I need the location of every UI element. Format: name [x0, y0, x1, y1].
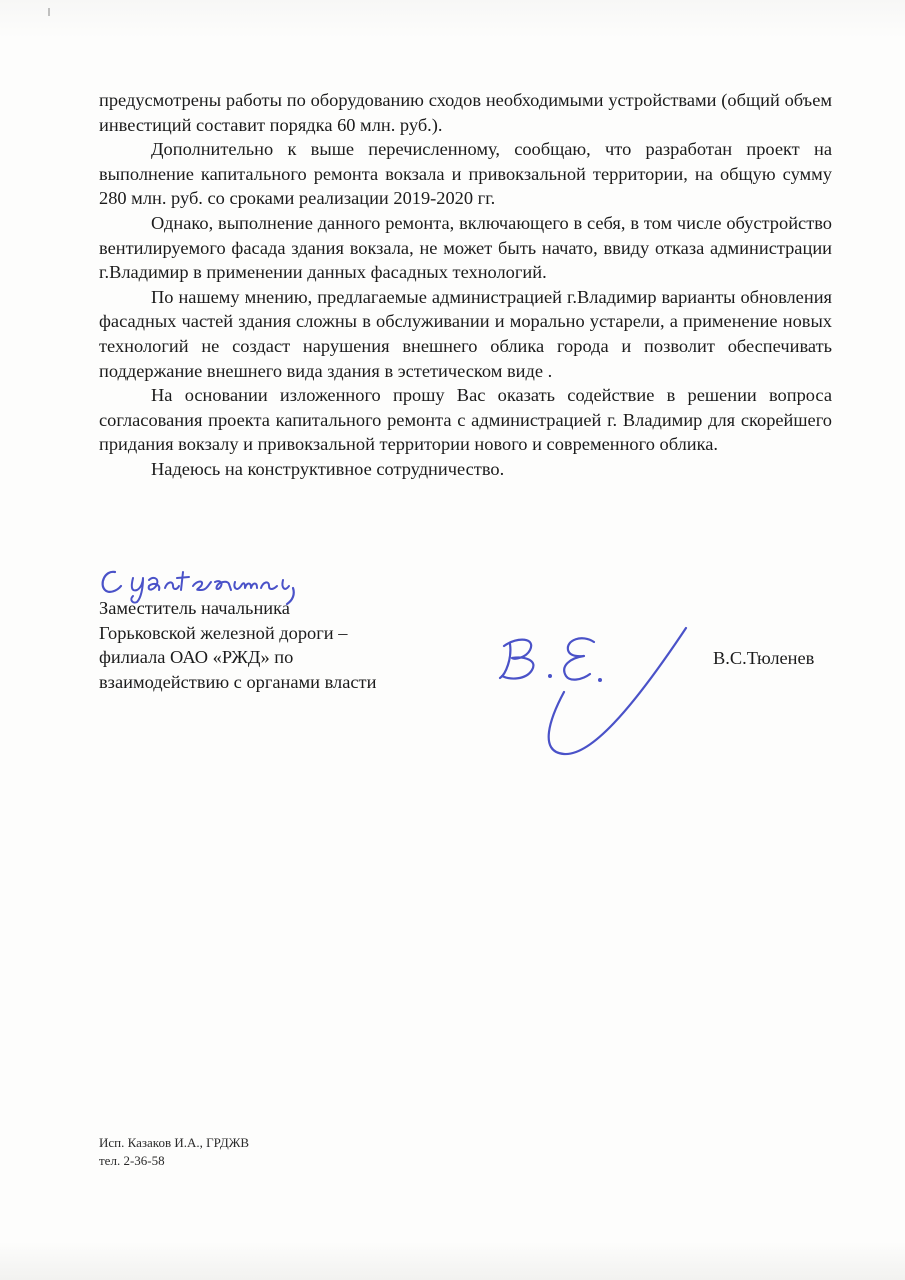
- signer-title-line: филиала ОАО «РЖД» по: [99, 647, 294, 668]
- signer-name: В.С.Тюленев: [713, 648, 815, 668]
- signer-title-line: взаимодействию с органами власти: [99, 671, 377, 692]
- scan-edge-mark: [48, 8, 50, 16]
- paragraph-facade-refusal: Однако, выполнение данного ремонта, включающего в себя, в том числе обустройство вентилируемого фасада здания вокзала, не может быть начато, ввиду отказа администрации г.Владимир в применении данных фасадных технологий.: [99, 212, 832, 283]
- executor-name: Исп. Казаков И.А., ГРДЖВ: [99, 1135, 250, 1150]
- paragraph-project: Дополнительно к выше перечисленному, сообщаю, что разработан проект на выполнение капитального ремонта вокзала и привокзальной территории, на общую сумму 280 млн. руб. со сроками реализации 2019-2020 гг.: [99, 139, 832, 209]
- paragraph-investment: предусмотрены работы по оборудованию сходов необходимыми устройствами (общий объем инвестиций составит порядка 60 млн. руб.).: [99, 90, 832, 135]
- paragraph-opinion: По нашему мнению, предлагаемые администрацией г.Владимир варианты обновления фасадных частей здания сложны в обслуживании и морально устарели, а применение новых технологий не создаст нарушения внешнего облика города и позволит обеспечивать поддержание внешнего вида здания в эстетическом виде .: [99, 286, 832, 381]
- executor-phone: тел. 2-36-58: [99, 1153, 165, 1168]
- signer-title: [99, 596, 459, 694]
- letter-body: [99, 88, 832, 482]
- executor-footer: [99, 1134, 249, 1170]
- signer-title-line: Заместитель начальника: [99, 598, 290, 618]
- handwritten-signature: [490, 622, 700, 762]
- paragraph-request: На основании изложенного прошу Вас оказать содействие в решении вопроса согласования проекта капитального ремонта с администрацией г. Владимир для скорейшего придания вокзалу и привокзальной территории нового и современного облика.: [99, 385, 832, 455]
- paragraph-closing: Надеюсь на конструктивное сотрудничество.: [151, 458, 505, 479]
- signer-title-line: Горьковской железной дороги –: [99, 622, 348, 643]
